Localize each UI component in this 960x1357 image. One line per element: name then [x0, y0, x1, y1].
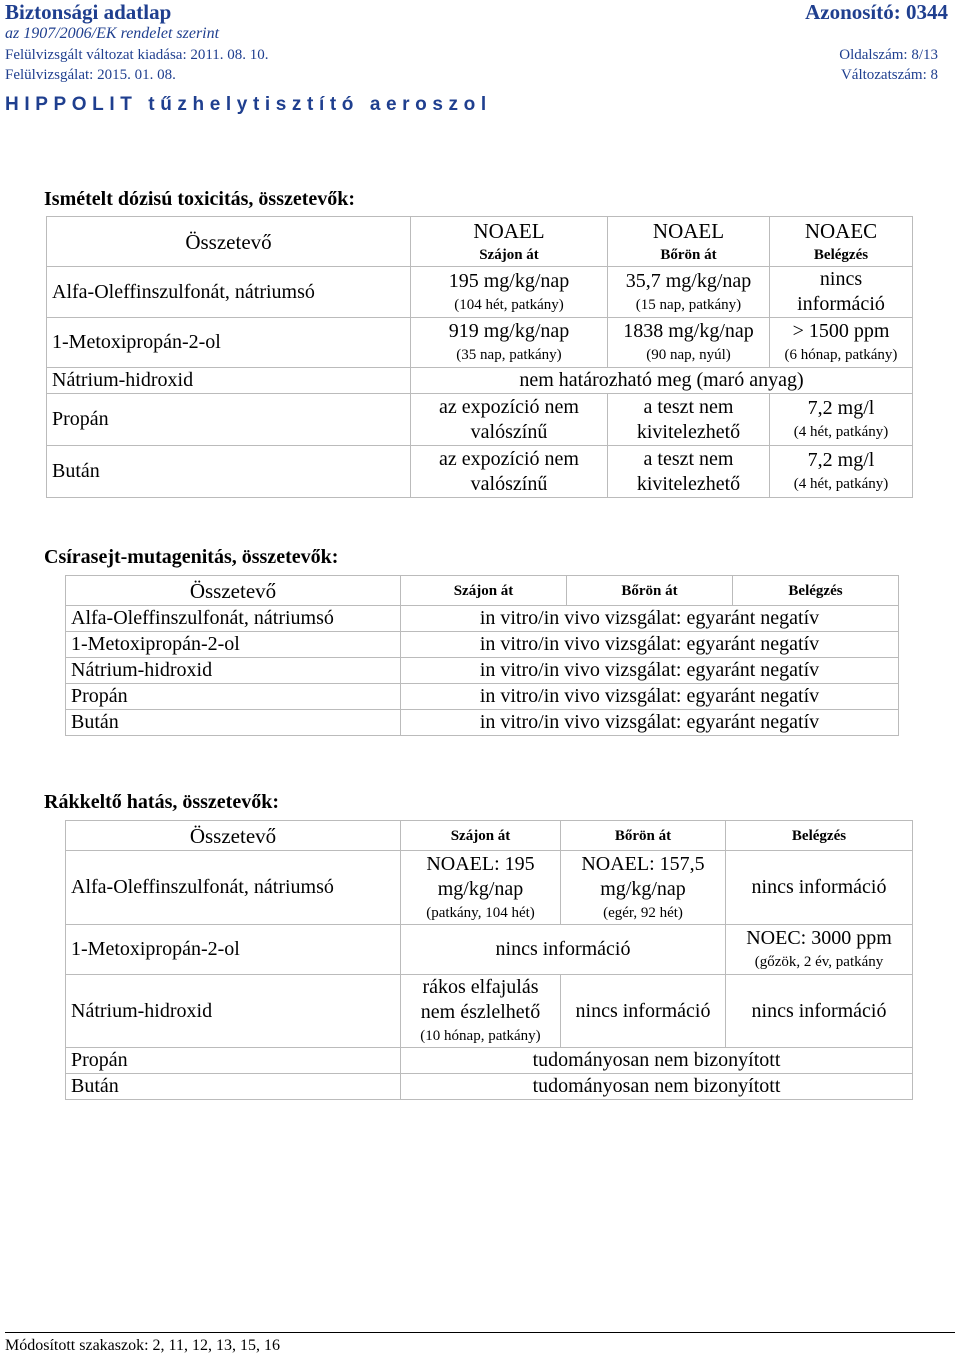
component-name: Nátrium-hidroxid: [66, 658, 401, 684]
component-name: Propán: [66, 1048, 401, 1074]
component-name: 1-Metoxipropán-2-ol: [66, 925, 401, 975]
merged-value: tudományosan nem bizonyított: [401, 1048, 913, 1074]
oral-value: 919 mg/kg/nap (35 nap, patkány): [411, 318, 608, 368]
oral-value: az expozíció nem valószínű: [411, 394, 608, 446]
table-row: [66, 684, 899, 710]
inhalation-value: 7,2 mg/l (4 hét, patkány): [770, 446, 913, 498]
table-row: [66, 1048, 913, 1074]
germ-cell-mutagenicity-table: [65, 575, 899, 736]
document-title: Biztonsági adatlap: [5, 0, 172, 24]
inhalation-value: NOEC: 3000 ppm (gőzök, 2 év, patkány: [726, 925, 913, 975]
table-header-row: [47, 217, 913, 267]
table-row: [66, 658, 899, 684]
inhalation-header: Belégzés: [726, 821, 913, 851]
merged-value: in vitro/in vivo vizsgálat: egyaránt negatív: [401, 710, 899, 736]
oral-value: NOAEL: 195 mg/kg/nap (patkány, 104 hét): [401, 851, 561, 925]
table-header-row: [66, 821, 913, 851]
regulation-reference: az 1907/2006/EK rendelet szerint: [5, 25, 220, 42]
component-name: Propán: [66, 684, 401, 710]
oral-value: az expozíció nem valószínű: [411, 446, 608, 498]
footer-divider: [5, 1332, 955, 1333]
revision-date: Felülvizsgálat: 2015. 01. 08.: [5, 67, 176, 83]
dermal-value: a teszt nem kivitelezhető: [608, 394, 770, 446]
component-name: Nátrium-hidroxid: [66, 975, 401, 1048]
table-row: [66, 975, 913, 1048]
component-name: 1-Metoxipropán-2-ol: [66, 632, 401, 658]
modified-sections: Módosított szakaszok: 2, 11, 12, 13, 15, 16: [5, 1337, 280, 1354]
inhalation-header: NOAEC Belégzés: [770, 217, 913, 267]
oral-header: Szájon át: [401, 576, 567, 606]
dermal-value: NOAEL: 157,5 mg/kg/nap (egér, 92 hét): [561, 851, 726, 925]
dermal-value: a teszt nem kivitelezhető: [608, 446, 770, 498]
dermal-header: Bőrön át: [567, 576, 733, 606]
component-name: Alfa-Oleffinszulfonát, nátriumsó: [47, 267, 411, 318]
inhalation-value: nincs információ: [770, 267, 913, 318]
component-name: Bután: [66, 1074, 401, 1100]
table-row: [47, 267, 913, 318]
component-header: Összetevő: [66, 821, 401, 851]
component-name: Alfa-Oleffinszulfonát, nátriumsó: [66, 606, 401, 632]
table-row: [66, 925, 913, 975]
dermal-header: NOAEL Bőrön át: [608, 217, 770, 267]
dermal-value: 1838 mg/kg/nap (90 nap, nyúl): [608, 318, 770, 368]
table-row: [47, 368, 913, 394]
oral-header: NOAEL Szájon át: [411, 217, 608, 267]
component-header: Összetevő: [47, 217, 411, 267]
version-number: Változatszám: 8: [840, 67, 938, 83]
dermal-header: Bőrön át: [561, 821, 726, 851]
component-name: Propán: [47, 394, 411, 446]
component-name: Bután: [66, 710, 401, 736]
document-identifier: Azonosító: 0344: [805, 0, 948, 24]
table-row: [47, 446, 913, 498]
table-row: [66, 632, 899, 658]
merged-value: in vitro/in vivo vizsgálat: egyaránt negatív: [401, 658, 899, 684]
repeated-dose-toxicity-table: [46, 216, 913, 498]
component-name: Alfa-Oleffinszulfonát, nátriumsó: [66, 851, 401, 925]
repeated-dose-toxicity-title: Ismételt dózisú toxicitás, összetevők:: [44, 188, 356, 210]
table-row: [66, 851, 913, 925]
carcinogenicity-title: Rákkeltő hatás, összetevők:: [44, 791, 279, 813]
merged-value: in vitro/in vivo vizsgálat: egyaránt negatív: [401, 684, 899, 710]
page-number: Oldalszám: 8/13: [839, 47, 938, 63]
revised-version-date: Felülvizsgált változat kiadása: 2011. 08. 10.: [5, 47, 269, 63]
carcinogenicity-table: [65, 820, 913, 1100]
merged-value: in vitro/in vivo vizsgálat: egyaránt negatív: [401, 606, 899, 632]
merged-value: nincs információ: [401, 925, 726, 975]
table-header-row: [66, 576, 899, 606]
component-name: 1-Metoxipropán-2-ol: [47, 318, 411, 368]
table-row: [47, 318, 913, 368]
table-row: [47, 394, 913, 446]
product-name: HIPPOLIT tűzhelytisztító aeroszol: [5, 94, 492, 115]
oral-value: 195 mg/kg/nap (104 hét, patkány): [411, 267, 608, 318]
component-header: Összetevő: [66, 576, 401, 606]
component-name: Nátrium-hidroxid: [47, 368, 411, 394]
table-row: [66, 606, 899, 632]
table-row: [66, 710, 899, 736]
dermal-value: nincs információ: [561, 975, 726, 1048]
merged-value: tudományosan nem bizonyított: [401, 1074, 913, 1100]
inhalation-value: 7,2 mg/l (4 hét, patkány): [770, 394, 913, 446]
inhalation-value: nincs információ: [726, 975, 913, 1048]
table-row: [66, 1074, 913, 1100]
inhalation-value: > 1500 ppm (6 hónap, patkány): [770, 318, 913, 368]
merged-value: nem határozható meg (maró anyag): [411, 368, 913, 394]
inhalation-header: Belégzés: [733, 576, 899, 606]
oral-value: rákos elfajulás nem észlelhető (10 hónap, patkány): [401, 975, 561, 1048]
inhalation-value: nincs információ: [726, 851, 913, 925]
dermal-value: 35,7 mg/kg/nap (15 nap, patkány): [608, 267, 770, 318]
component-name: Bután: [47, 446, 411, 498]
oral-header: Szájon át: [401, 821, 561, 851]
germ-cell-mutagenicity-title: Csírasejt-mutagenitás, összetevők:: [44, 546, 339, 568]
merged-value: in vitro/in vivo vizsgálat: egyaránt negatív: [401, 632, 899, 658]
